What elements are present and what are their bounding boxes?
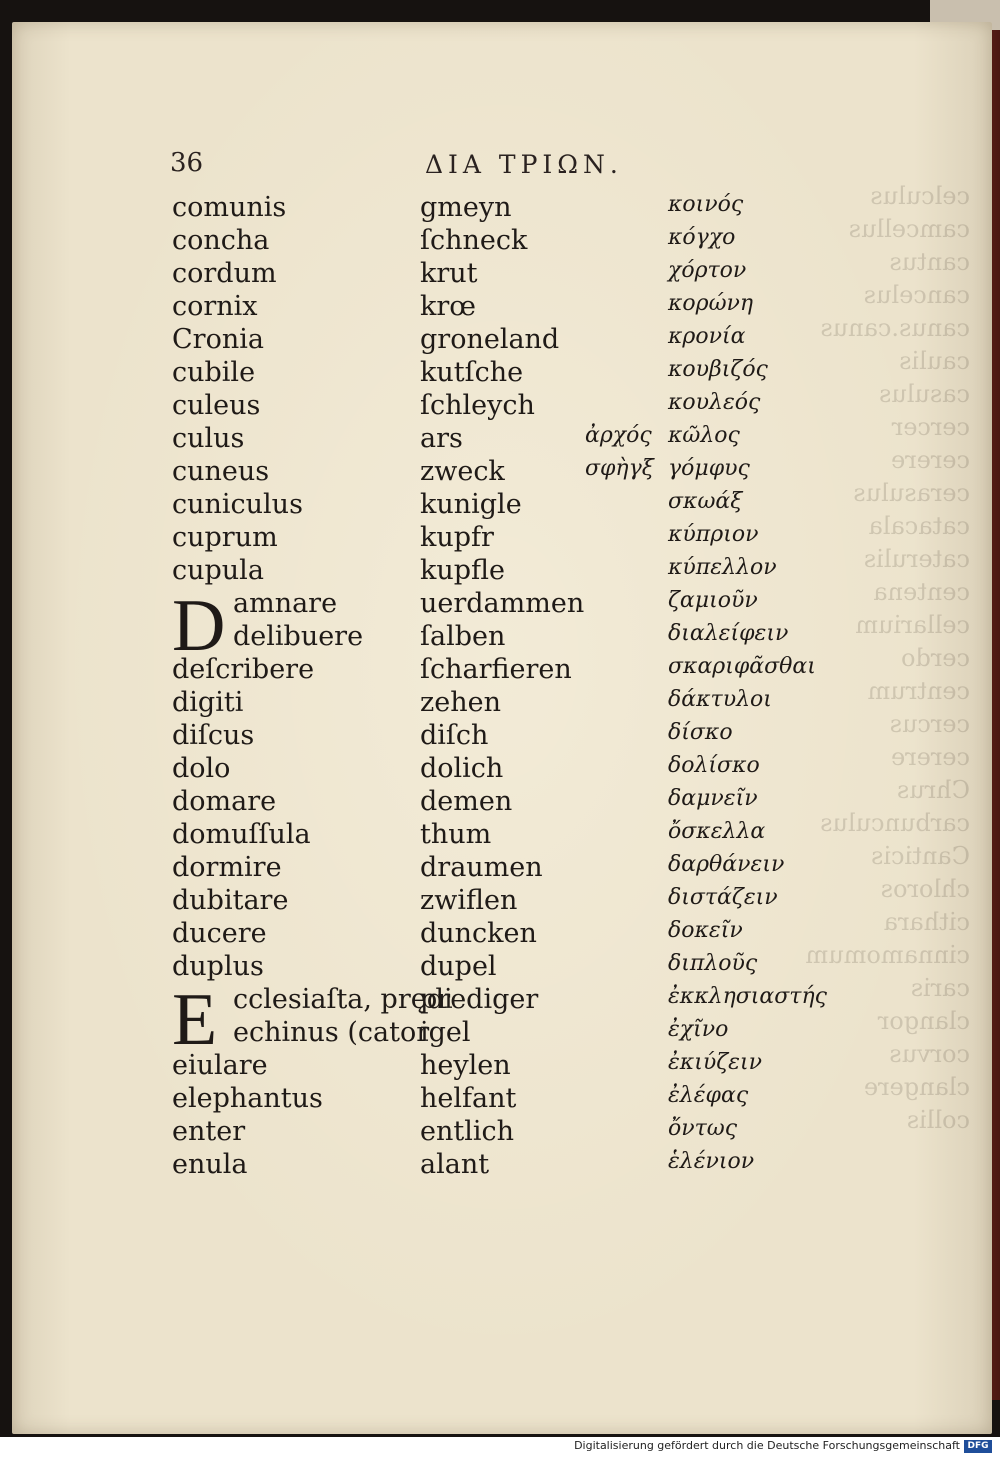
greek-word: σκωάξ [668,489,743,514]
entry-row [0,258,1000,291]
entry-row [0,1017,1000,1050]
greek-word: δολίσκο [668,753,760,778]
latin-word: culus [172,423,245,454]
entry-row [0,720,1000,753]
latin-word: echinus (cator [233,1017,430,1048]
entry-row [0,192,1000,225]
greek-word: δίσκο [668,720,733,745]
german-word: gmeyn [420,192,512,223]
entry-row [0,555,1000,588]
latin-word: comunis [172,192,287,223]
german-word: prediger [420,984,539,1015]
latin-word: dolo [172,753,231,784]
drop-cap-e: E [172,979,218,1061]
latin-word: amnare [233,588,338,619]
entry-row [0,819,1000,852]
greek-word: κύπριον [668,522,759,547]
page-number: 36 [170,148,204,178]
greek-word: ἐχῖνο [668,1017,729,1042]
latin-word: domuſſula [172,819,311,850]
latin-word: diſcus [172,720,255,751]
german-word: entlich [420,1116,514,1147]
latin-word: domare [172,786,277,817]
entry-row [0,918,1000,951]
greek-word: δαμνεῖν [668,786,758,811]
entry-row [0,852,1000,885]
greek-word: δαρθάνειν [668,852,785,877]
greek-word: διπλοῦς [668,951,758,976]
greek-word: σκαριφᾶσθαι [668,654,816,679]
latin-word: cuneus [172,456,270,487]
entry-row [0,456,1000,489]
latin-word: eiulare [172,1050,268,1081]
footer-bar [0,1437,1000,1457]
greek-word: κόγχο [668,225,736,250]
german-word: kunigle [420,489,522,520]
greek-word: ἐκκλησιαστής [668,984,827,1009]
latin-word: cubile [172,357,256,388]
german-word: kupfr [420,522,494,553]
latin-word: ducere [172,918,267,949]
entry-row [0,489,1000,522]
german-word: demen [420,786,513,817]
greek-word: διστάζειν [668,885,778,910]
latin-word: enter [172,1116,246,1147]
german-word: ſcharfieren [420,654,572,685]
latin-word: digiti [172,687,244,718]
latin-word: dubitare [172,885,289,916]
greek-word: δοκεῖν [668,918,743,943]
greek-word: κουλεός [668,390,761,415]
german-word: zwiflen [420,885,518,916]
latin-word: cuprum [172,522,278,553]
latin-word: culeus [172,390,261,421]
greek-word: κορώνη [668,291,754,316]
entry-row [0,390,1000,423]
german-word: ſalben [420,621,506,652]
german-word: dupel [420,951,497,982]
german-word: diſch [420,720,489,751]
latin-word: cordum [172,258,277,289]
german-word: duncken [420,918,537,949]
greek-alt-word: ἀρχός [585,423,652,448]
entry-row [0,225,1000,258]
greek-word: ἐλέφας [668,1083,749,1108]
greek-word: κῶλος [668,423,740,448]
entry-row [0,522,1000,555]
german-word: zehen [420,687,501,718]
entry-row [0,1116,1000,1149]
entry-row [0,786,1000,819]
entry-row [0,324,1000,357]
latin-word: cornix [172,291,258,322]
latin-word: elephantus [172,1083,323,1114]
greek-word: ὄντως [668,1116,738,1141]
greek-word: κοινός [668,192,744,217]
dfg-logo: DFG [964,1440,992,1453]
latin-word: duplus [172,951,264,982]
greek-word: διαλείφειν [668,621,789,646]
entry-row [0,687,1000,720]
german-word: igel [420,1017,471,1048]
entry-row [0,621,1000,654]
german-word: ſchleych [420,390,535,421]
german-word: thum [420,819,492,850]
entry-row [0,423,1000,456]
funding-credit: Digitalisierung gefördert durch die Deutsche Forschungsgemeinschaft [574,1439,960,1452]
greek-word: ἐκιύζειν [668,1050,762,1075]
greek-word: ζαμιοῦν [668,588,758,613]
drop-cap-d: D [172,585,226,667]
entry-row [0,1149,1000,1182]
entry-row [0,984,1000,1017]
latin-word: delibuere [233,621,364,652]
entry-row [0,1083,1000,1116]
latin-word: cclesiaſta, prędi [233,984,453,1015]
german-word: krut [420,258,478,289]
greek-word: χόρτον [668,258,747,283]
german-word: zweck [420,456,505,487]
german-word: helfant [420,1083,517,1114]
german-word: ars [420,423,463,454]
german-word: uerdammen [420,588,585,619]
german-word: kutſche [420,357,524,388]
greek-word: κρονία [668,324,746,349]
latin-word: cuniculus [172,489,303,520]
latin-word: Cronia [172,324,264,355]
entry-row [0,1050,1000,1083]
latin-word: cupula [172,555,264,586]
entry-row [0,951,1000,984]
latin-word: concha [172,225,270,256]
entry-row [0,588,1000,621]
german-word: ſchneck [420,225,528,256]
greek-word: κουβιζός [668,357,768,382]
greek-word: κύπελλον [668,555,777,580]
latin-word: enula [172,1149,248,1180]
latin-word: dormire [172,852,282,883]
german-word: draumen [420,852,543,883]
entry-row [0,885,1000,918]
greek-alt-word: σφὴγξ [585,456,654,481]
greek-word: γόμφυς [668,456,750,481]
entry-row [0,357,1000,390]
greek-word: ἑλένιον [668,1149,755,1174]
entry-row [0,654,1000,687]
greek-word: δάκτυλοι [668,687,772,712]
german-word: dolich [420,753,504,784]
greek-word: ὄσκελλα [668,819,766,844]
german-word: heylen [420,1050,511,1081]
german-word: krœ [420,291,476,322]
german-word: alant [420,1149,490,1180]
german-word: kupfle [420,555,506,586]
german-word: groneland [420,324,560,355]
running-head: ΔΙΑ ΤΡΙΩΝ. [425,150,623,179]
entry-row [0,291,1000,324]
entry-row [0,753,1000,786]
latin-word: deſcribere [172,654,315,685]
